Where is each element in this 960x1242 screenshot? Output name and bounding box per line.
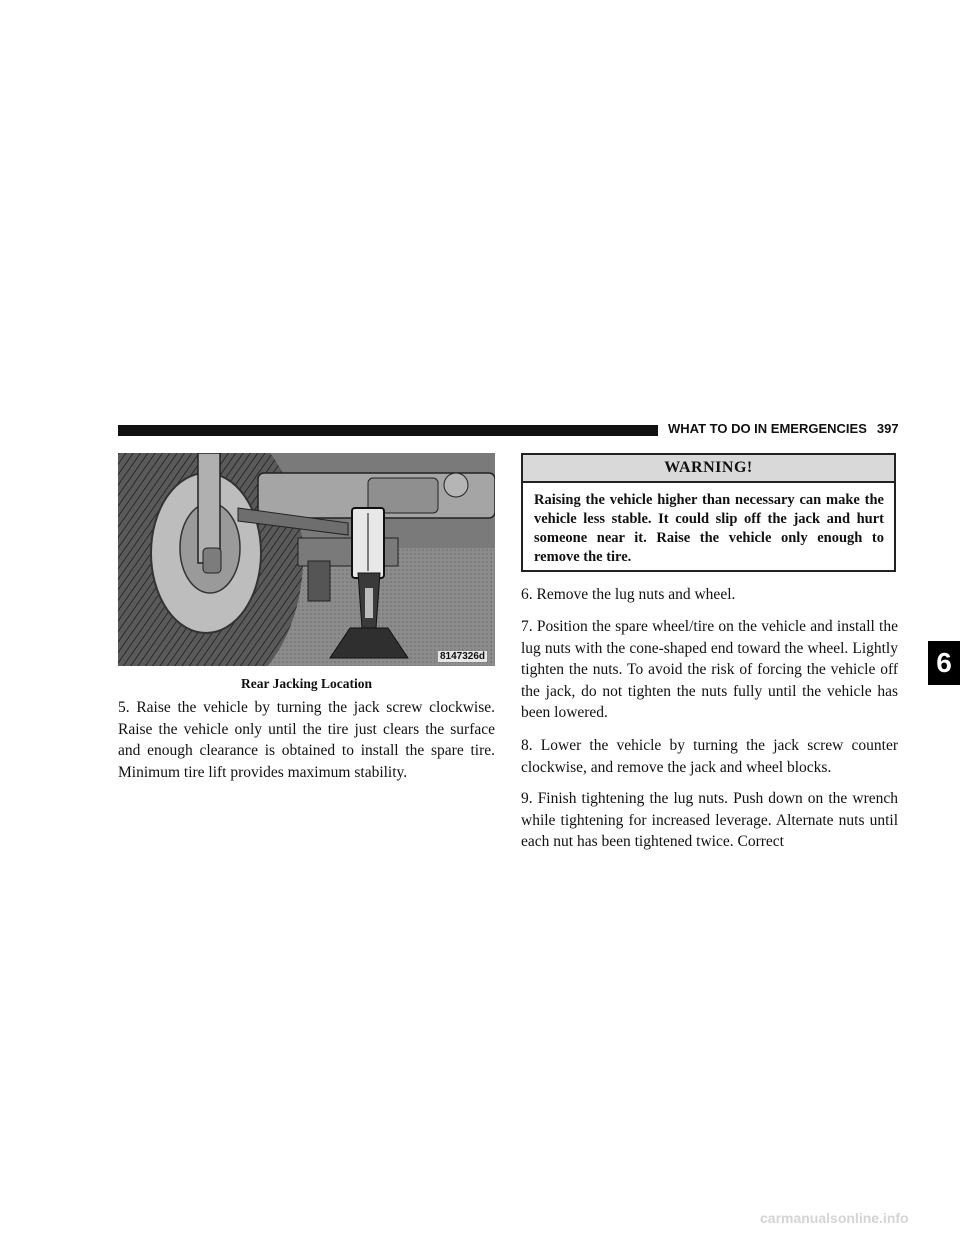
running-header	[668, 421, 898, 436]
step-9-paragraph: 9. Finish tightening the lug nuts. Push down on the wrench while tightening for increased leverage. Alternate nuts until each nut has been tightened twice. Correct	[521, 790, 898, 851]
header-rule	[118, 425, 658, 436]
figure-code: 8147326d	[439, 651, 485, 662]
step-8-paragraph: 8. Lower the vehicle by turning the jack screw counter clockwise, and remove the jack and wheel blocks.	[521, 737, 898, 776]
jack-under-axle-drawing	[118, 453, 495, 666]
step-7-paragraph: 7. Position the spare wheel/tire on the vehicle and install the lug nuts with the cone-shaped end toward the wheel. Lightly tighten the nuts. To avoid the risk of forcing the vehicle off the jack, do not tighten the nuts fully until the vehicle has been lowered.	[521, 618, 898, 722]
page-number: 397	[876, 421, 899, 436]
watermark: carmanualsonline.info	[760, 1210, 909, 1226]
jacking-illustration	[118, 453, 495, 666]
chapter-tab: 6	[928, 641, 960, 685]
warning-box	[521, 453, 896, 572]
step-5-paragraph: 5. Raise the vehicle by turning the jack screw clockwise. Raise the vehicle only until the tire just clears the surface and enough clearance is obtained to install the spare tire. Minimum tire lift provides maximum stability.	[118, 699, 495, 781]
figure-caption: Rear Jacking Location	[241, 676, 372, 691]
step-6-paragraph: 6. Remove the lug nuts and wheel.	[521, 586, 736, 603]
warning-title: WARNING!	[523, 455, 894, 483]
warning-text: Raising the vehicle higher than necessary can make the vehicle less stable. It could slip off the jack and hurt someone near it. Raise the vehicle only enough to remove the tire.	[534, 492, 884, 565]
section-title: WHAT TO DO IN EMERGENCIES	[668, 421, 867, 436]
